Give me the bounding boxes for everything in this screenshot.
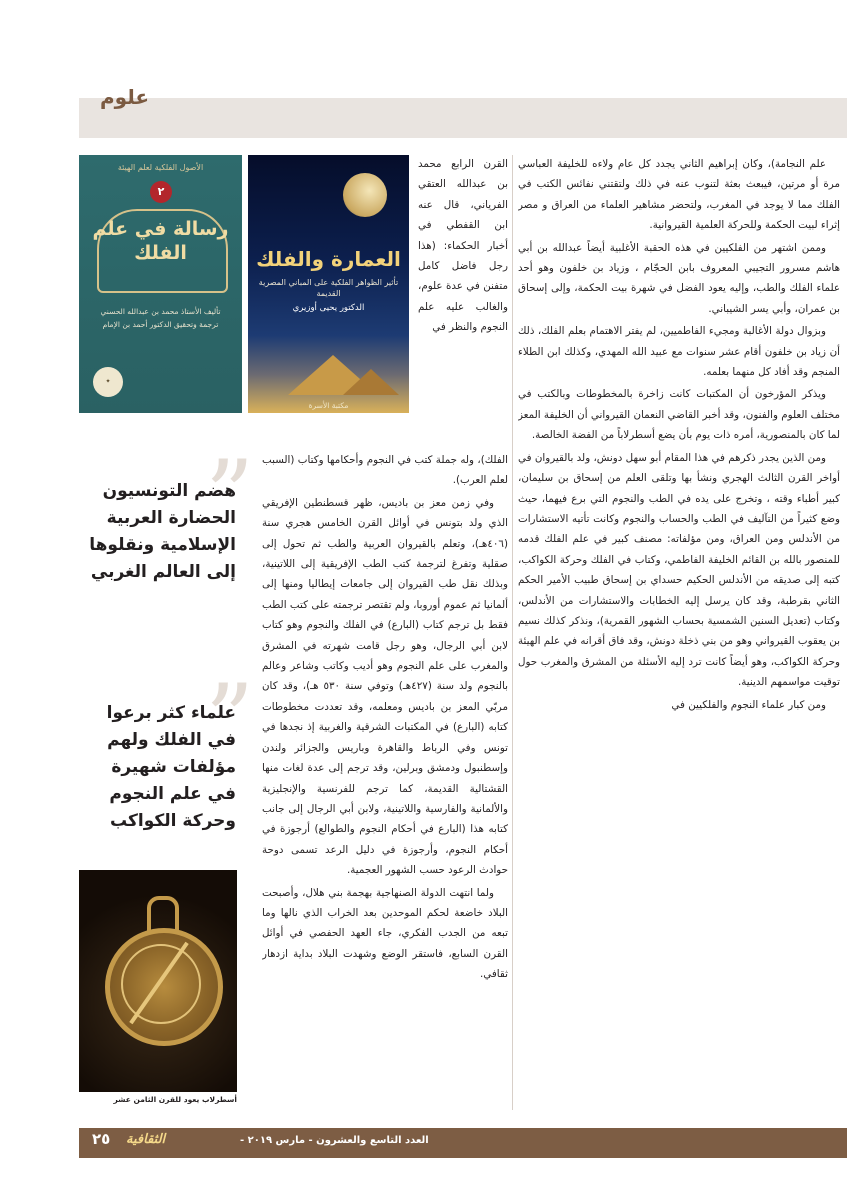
paragraph: وبزوال دولة الأغالبة ومجيء الفاطميين، لم يفتر الاهتمام بعلم الفلك، ذلك أن زياد بن خلفون أقام عشر سنوات مع عبيد الله المهدي، وكذلك ابن الطلاء المنجم وقد أفاد كل منهما بعلمه. bbox=[518, 325, 840, 379]
photo-caption: أسطرلاب يعود للقرن الثامن عشر bbox=[113, 1095, 237, 1104]
paragraph: علم النجامة)، وكان إبراهيم الثاني يجدد كل عام ولاءه للخليفة العباسي مرة أو مرتين، فيبعث بعثة لتنوب عنه في ذلك ولتقتني نفائس الكتب في الفلك مما لا يوجد في المغرب، ولتحضر مشاهير العلماء من العراق و مصر إثراء لبيت الحكمة وللحركة العلمية القيروانية. bbox=[518, 158, 840, 232]
book-cover-astronomy-treatise bbox=[79, 155, 242, 413]
astrolabe-photo bbox=[79, 870, 237, 1092]
paragraph: ويذكر المؤرخون أن المكتبات كانت زاخرة بالمخطوطات وبالكتب في مختلف العلوم والفنون، وقد أخبر القاضي النعمان القيرواني أن الخليفة المعز لما كان بالمنصورية، أمره ذات يوم بأن يضع أسطرلاباً من الفضة الخالصة. bbox=[518, 388, 840, 442]
volume-number-badge: ٢ bbox=[150, 181, 172, 203]
pyramid-illustration bbox=[343, 369, 399, 395]
paragraph: وممن اشتهر من الفلكيين في هذه الحقبة الأغلبية أيضاً عبدالله بن أبي هاشم مسرور التجيبي المعروف بابن الحجّام ، وزياد بن خلفون وهو أحد علماء الفلك والطب، وإليه يعود الفضل في شهرة بيت الحكمة، وإلى إسحاق بن عمران، وأبي يسر الشيباني. bbox=[518, 241, 840, 315]
paragraph: الفلك)، وله جملة كتب في النجوم وأحكامها وكتاب (السبب لعلم العرب). bbox=[262, 454, 508, 487]
section-title: علوم bbox=[100, 85, 150, 109]
book-title: رسالة في علم الفلك bbox=[92, 218, 229, 264]
paragraph: ومن الذين يجدر ذكرهم في هذا المقام أبو سهل دونش، ولد بالقيروان في أواخر القرن الثالث الهجري ونشأ بها وتلقى العلم من إسحاق بن سليمان، كبير أطباء وقته ، وتخرج على يده في الطب والنجوم التي برع فيهما، حيث وضع كثيراً من التآليف في الطب والحساب والنجوم وكانت تأتيه الاستشارات من الأندلس ومن العراق، ومن مؤلفاته: مصنف كبير في علم الفلك قدمه للمنصور بالله بن القائم الخليفة الفاطمي، وكتاب في الفلك وحركة الكواكب، كتبه إلى صديقه من الأندلس الحكيم حسداي بن إسحاق طبيب الأمير الحكم الثاني بقرطبة، وقد كان يرسل إليه الخطابات والاستشارات من الأندلس، وكتاب (تعديل السنين الشمسية بحساب الشهور القمرية)، ونذكر كذلك نسيم بن يعقوب القيرواني وهو من بني ذخلة دونش، وقد فاق أقرانه في علم الهيئة وحركة الكواكب، وهو أيضاً كانت ترد إليه الأسئلة من المشرق والمغرب حول توقيت مواسمهم الدينية. bbox=[518, 451, 840, 689]
quote-mark-icon: ” bbox=[205, 664, 255, 776]
pullquote: علماء كثر برعوا في الفلك ولهم مؤلفات شهيرة في علم النجوم وحركة الكواكب bbox=[106, 703, 236, 831]
book-credits: تأليف الأستاذ محمد بن عبدالله الحسني ترجمة وتحقيق الدكتور أحمد بن الإمام bbox=[100, 307, 221, 329]
paragraph: ومن كبار علماء النجوم والفلكيين في bbox=[671, 698, 826, 711]
page-number: ٢٥ bbox=[92, 1130, 111, 1148]
column-divider bbox=[512, 155, 513, 1110]
book-author: الدكتور يحيى أوزيري bbox=[292, 303, 365, 313]
book-series: الأصول الفلكية لعلم الهيئة bbox=[117, 163, 204, 172]
moon-illustration bbox=[343, 173, 387, 217]
book-publisher: مكتبة الأسرة bbox=[308, 401, 349, 410]
paragraph: ولما انتهت الدولة الصنهاجية بهجمة بني هلال، وأصبحت البلاد خاضعة لحكم الموحدين بعد الخراب الذي نالها وما تبعه من الجدب الفكري، جاء العهد الحفصي في أوائل القرن السابع، فاستقر الوضع وشهدت البلاد بداية ازدهار ثقافي. bbox=[262, 886, 508, 981]
article-column-right bbox=[518, 154, 840, 1114]
publisher-seal-icon: ✦ bbox=[93, 367, 123, 397]
book-subtitle: تأثير الظواهر الفلكية على المباني المصرية القديمة bbox=[258, 278, 399, 298]
article-column-middle-bottom bbox=[262, 450, 508, 1110]
paragraph: وفي زمن معز بن باديس، ظهر قسطنطين الإفريقي الذي ولد بتونس في أوائل القرن الخامس هجري سنة (٤٠٦هـ)، وتعلم بالقيروان العربية والطب ثم تحول إلى صقلية وتفرغ لترجمة كتب الطب الإفريقية إلى اللاتينية، وبذلك نقل طب القيروان إلى جامعات إيطاليا ومنها إلى ألمانيا ثم عموم أوروبا، ولم تقتصر ترجمته على كتب الطب فقط بل ترجم كتاب (البارع) في الفلك والنجوم وهو كتاب لابن أبي الرجال، وهو رجل قامت شهرته في المشرق والمغرب على علم النجوم وهو أديب وكاتب وشاعر وعالم بالنجوم ولد سنة (٤٢٧هـ) وتوفي سنة ٥٣٠ هـ)، وقد كان مربّي المعز بن باديس ومعلمه، وقد تعددت مخطوطات كتابه (البارع) في المكتبات الشرقية والغربية إذ نجدها في تونس وفي الرباط والقاهرة وباريس والجزائر ولندن وإسطنبول ودمشق وبرلين، وقد ترجم إلى عدة لغات منها القشتالية القديمة، كما ترجم للفرنسية والإنجليزية والألمانية والفارسية واللاتينية، ولابن أبي الرجال إلى جانب كتابه هذا (البارع في أحكام النجوم والطوالع) أرجوزة في أحكام النجوم، وأرجوزة في دليل الرعد تسمى دوحة حوادث الرعود حسب الشهور العجمية. bbox=[262, 496, 508, 877]
book-cover-architecture-astronomy bbox=[248, 155, 409, 413]
astrolabe-plate bbox=[121, 944, 201, 1024]
paragraph: القرن الرابع محمد بن عبدالله العتقي الفرياني، قال عنه ابن القفطي في أخبار الحكماء: (هذا رجل فاضل كامل متفنن في عدة علوم، والغالب عليه علم النجوم والنظر في bbox=[418, 158, 508, 334]
book-title: العمارة والفلك bbox=[256, 247, 401, 271]
header-band bbox=[79, 98, 847, 138]
magazine-logo: الثقافية bbox=[126, 1132, 166, 1147]
article-column-middle-top bbox=[418, 154, 508, 450]
pullquote: هضم التونسيون الحضارة العربية الإسلامية ونقلوها إلى العالم الغربي bbox=[89, 481, 236, 582]
quote-mark-icon: ” bbox=[205, 440, 255, 552]
issue-info: العدد التاسع والعشرون - مارس ٢٠١٩ - bbox=[240, 1135, 429, 1146]
footer-band bbox=[79, 1128, 847, 1158]
